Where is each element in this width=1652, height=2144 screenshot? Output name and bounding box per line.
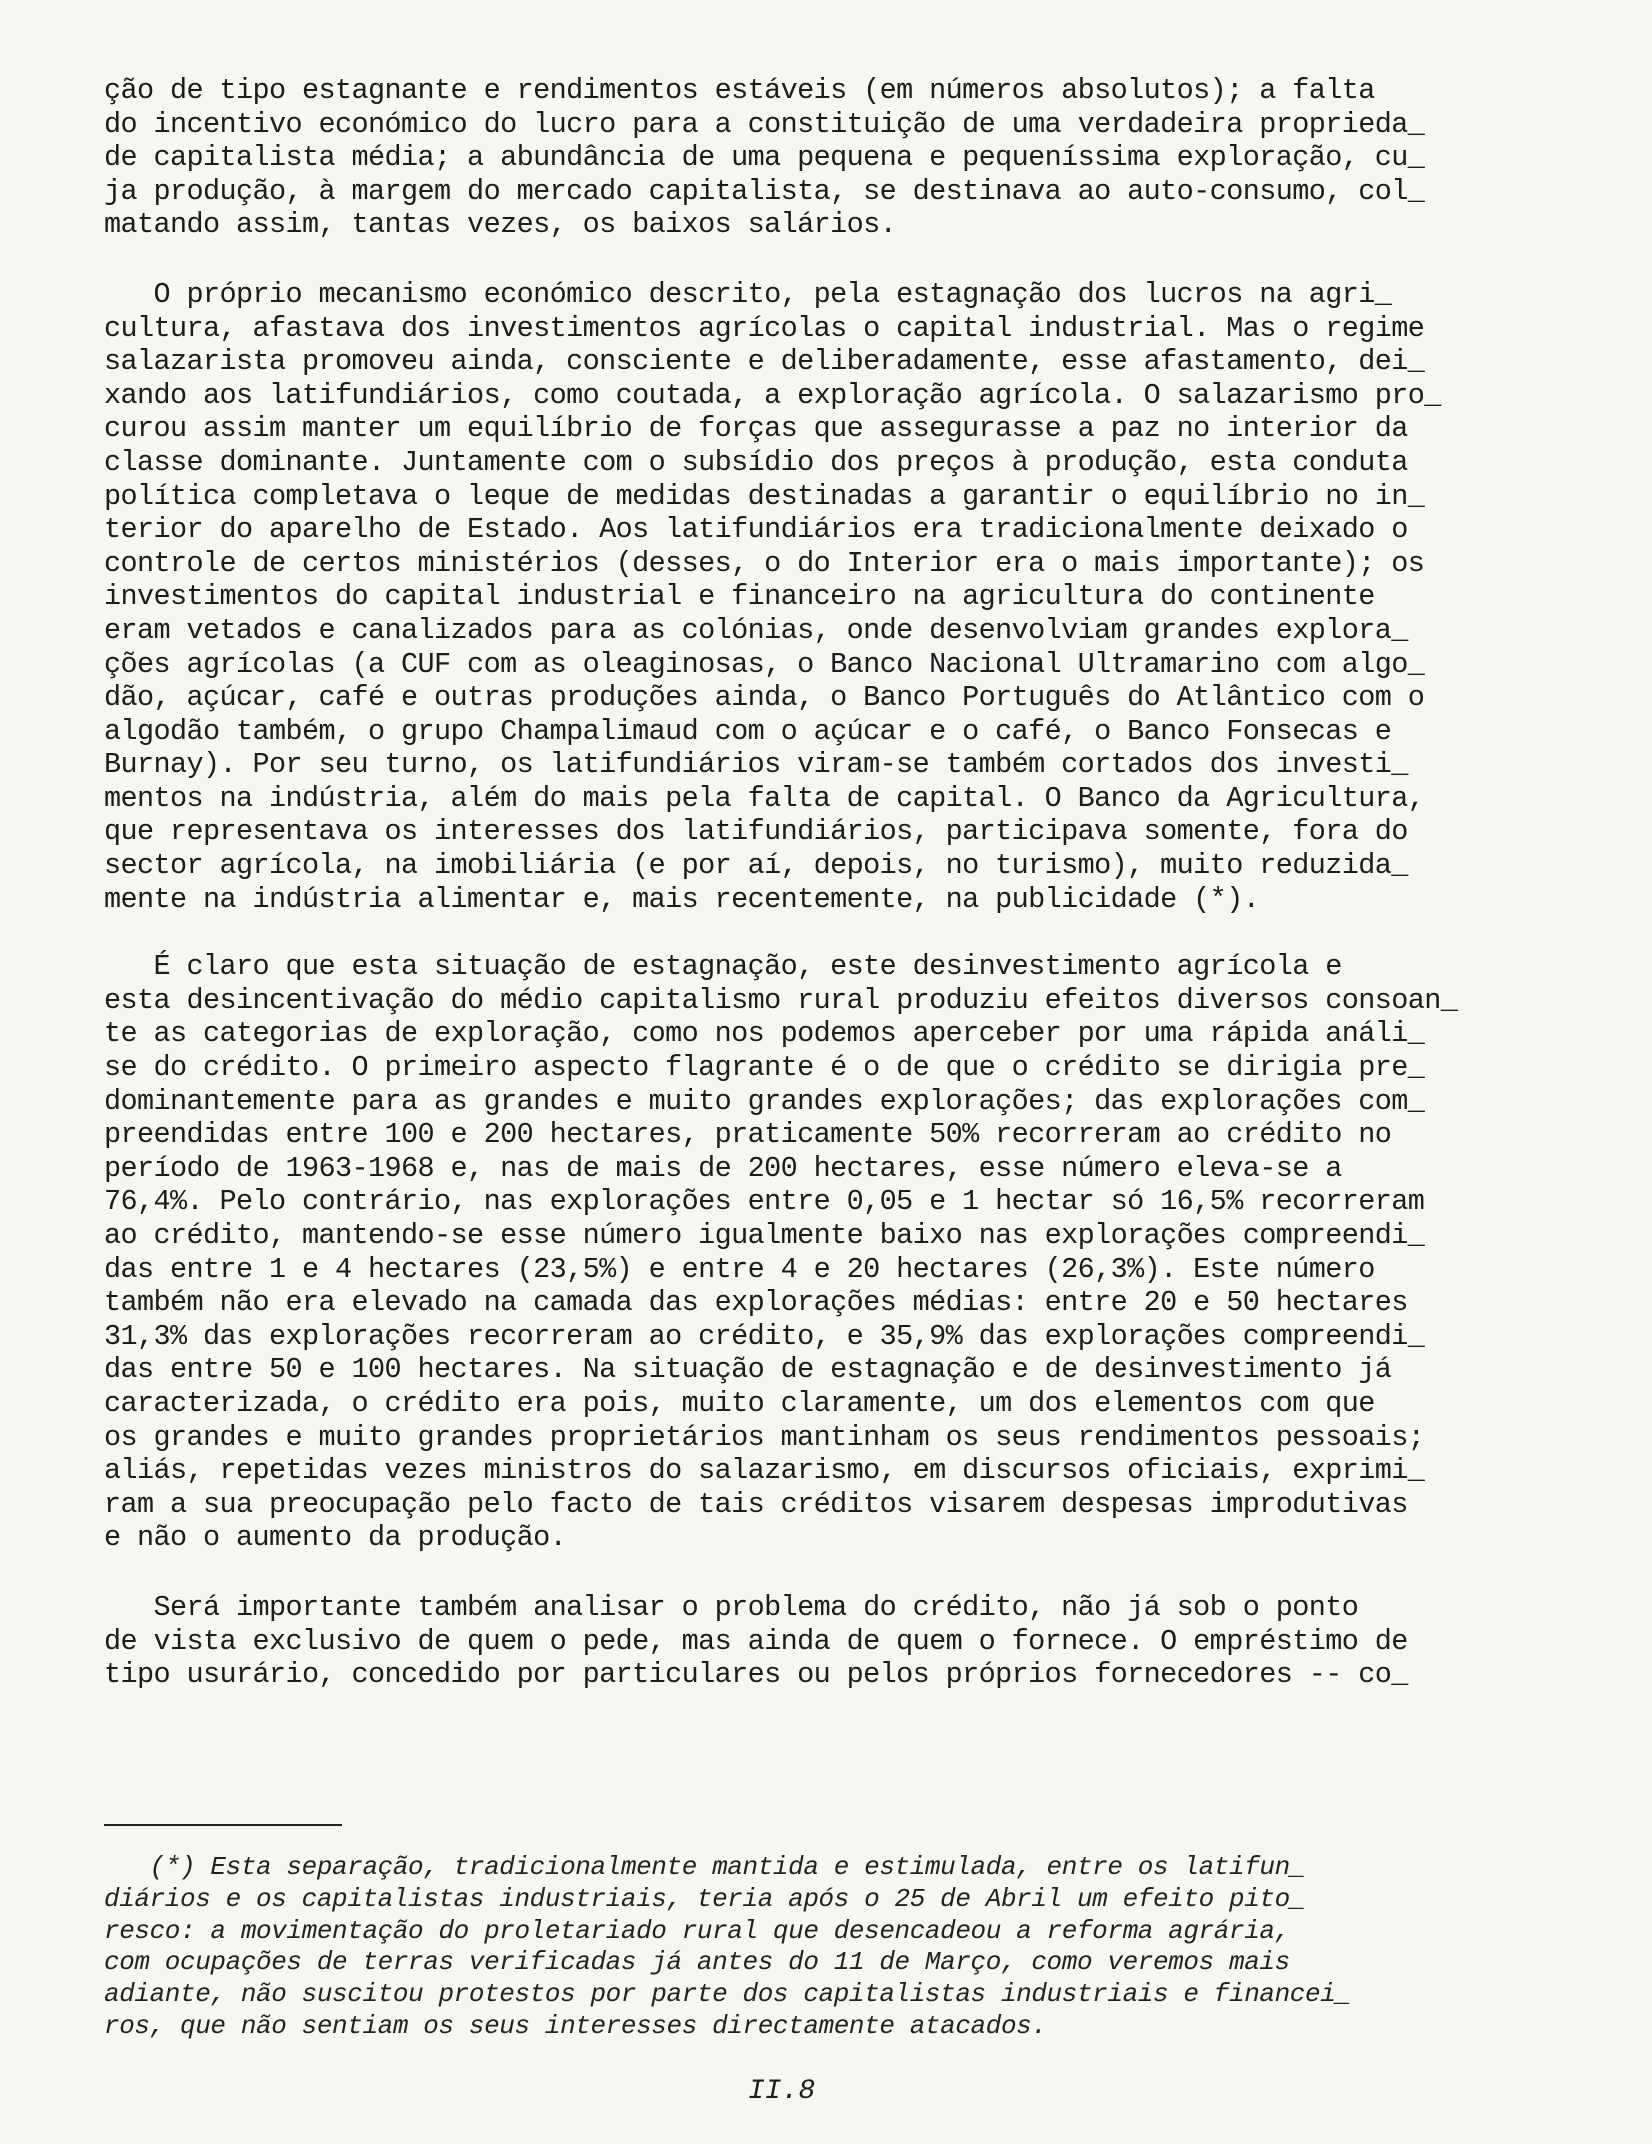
text-line: classe dominante. Juntamente com o subsídio dos preços à produção, esta conduta [104, 445, 1408, 479]
text-line: do incentivo económico do lucro para a constituição de uma verdadeira proprieda_ [104, 107, 1425, 141]
text-line: dominantemente para as grandes e muito grandes explorações; das explorações com_ [104, 1084, 1425, 1118]
text-line: política completava o leque de medidas destinadas a garantir o equilíbrio no in_ [104, 479, 1425, 513]
text-line: te as categorias de exploração, como nos podemos aperceber por uma rápida análi_ [104, 1017, 1425, 1051]
text-line: ção de tipo estagnante e rendimentos estáveis (em números absolutos); a falta [104, 74, 1375, 107]
text-line: curou assim manter um equilíbrio de forças que assegurasse a paz no interior da [104, 412, 1408, 446]
text-line: esta desincentivação do médio capitalismo rural produziu efeitos diversos consoan_ [104, 983, 1458, 1017]
text-line: mente na indústria alimentar e, mais recentemente, na publicidade (*). [104, 882, 1260, 916]
text-line: ja produção, à margem do mercado capitalista, se destinava ao auto-consumo, col_ [104, 174, 1425, 208]
paragraph-1 [104, 74, 1444, 242]
document-body [104, 74, 1458, 1692]
paragraph-4 [104, 1591, 1444, 1692]
text-line: com ocupações de terras verificadas já antes do 11 de Março, como veremos mais [104, 1947, 1290, 1978]
paragraph-gap [104, 1555, 1444, 1591]
paragraph-2 [104, 278, 1444, 916]
text-line: 76,4%. Pelo contrário, nas explorações entre 0,05 e 1 hectar só 16,5% recorreram [104, 1185, 1425, 1219]
text-line: Será importante também analisar o problema do crédito, não já sob o ponto [104, 1590, 1359, 1624]
text-line: caracterizada, o crédito era pois, muito claramente, um dos elementos com que [104, 1386, 1375, 1420]
text-line: adiante, não suscitou protestos por parte dos capitalistas industriais e financei_ [104, 1979, 1351, 2010]
footnote [104, 1852, 1444, 2043]
text-line: ções agrícolas (a CUF com as oleaginosas, o Banco Nacional Ultramarino com algo_ [104, 647, 1425, 681]
text-line: ros, que não sentiam os seus interesses directamente atacados. [104, 2010, 1047, 2041]
text-line: cultura, afastava dos investimentos agrícolas o capital industrial. Mas o regime [104, 311, 1425, 345]
text-line: e não o aumento da produção. [104, 1521, 567, 1555]
text-line: se do crédito. O primeiro aspecto flagrante é o de que o crédito se dirigia pre_ [104, 1051, 1425, 1085]
text-line: matando assim, tantas vezes, os baixos salários. [104, 208, 897, 242]
text-line: das entre 1 e 4 hectares (23,5%) e entre 4 e 20 hectares (26,3%). Este número [104, 1252, 1375, 1286]
text-line: algodão também, o grupo Champalimaud com o açúcar e o café, o Banco Fonsecas e [104, 714, 1392, 748]
text-line: xando aos latifundiários, como coutada, a exploração agrícola. O salazarismo pro_ [104, 378, 1441, 412]
text-line: diários e os capitalistas industriais, teria após o 25 de Abril um efeito pito_ [104, 1883, 1306, 1914]
text-line: É claro que esta situação de estagnação, este desinvestimento agrícola e [104, 950, 1342, 984]
text-line: ao crédito, mantendo-se esse número igualmente baixo nas explorações compreendi_ [104, 1219, 1425, 1252]
text-line: salazarista promoveu ainda, consciente e deliberadamente, esse afastamento, dei_ [104, 345, 1425, 379]
text-line: aliás, repetidas vezes ministros do salazarismo, em discursos oficiais, exprimi_ [104, 1454, 1425, 1488]
paragraph-gap [104, 916, 1444, 950]
text-line: ram a sua preocupação pelo facto de tais créditos visarem despesas improdutivas [104, 1487, 1408, 1521]
text-line: (*) Esta separação, tradicionalmente mantida e estimulada, entre os latifun_ [104, 1852, 1306, 1882]
paragraph-gap [104, 242, 1444, 278]
text-line: período de 1963-1968 e, nas de mais de 200 hectares, esse número eleva-se a [104, 1151, 1342, 1185]
text-line: controle de certos ministérios (desses, o do Interior era o mais importante); os [104, 546, 1425, 580]
page-number: II.8 [748, 2076, 816, 2107]
text-line: 31,3% das explorações recorreram ao crédito, e 35,9% das explorações compreendi_ [104, 1319, 1425, 1353]
text-line: que representava os interesses dos latifundiários, participava somente, fora do [104, 815, 1408, 849]
text-line: também não era elevado na camada das explorações médias: entre 20 e 50 hectares [104, 1286, 1408, 1320]
text-line: O próprio mecanismo económico descrito, pela estagnação dos lucros na agri_ [104, 277, 1392, 311]
text-line: sector agrícola, na imobiliária (e por aí, depois, no turismo), muito reduzida_ [104, 849, 1408, 883]
text-line: Burnay). Por seu turno, os latifundiários viram-se também cortados dos investi_ [104, 748, 1408, 782]
text-line: preendidas entre 100 e 200 hectares, praticamente 50% recorreram ao crédito no [104, 1118, 1392, 1152]
text-line: eram vetados e canalizados para as colónias, onde desenvolviam grandes explora_ [104, 613, 1408, 647]
text-line: dão, açúcar, café e outras produções ainda, o Banco Português do Atlântico com o [104, 681, 1425, 715]
text-line: os grandes e muito grandes proprietários mantinham os seus rendimentos pessoais; [104, 1420, 1425, 1454]
paragraph-3 [104, 950, 1458, 1555]
text-line: resco: a movimentação do proletariado rural que desencadeou a reforma agrária, [104, 1915, 1290, 1946]
text-line: tipo usurário, concedido por particulares ou pelos próprios fornecedores -- co_ [104, 1658, 1408, 1692]
text-line: terior do aparelho de Estado. Aos latifundiários era tradicionalmente deixado o [104, 513, 1408, 547]
text-line: de capitalista média; a abundância de uma pequena e pequeníssima exploração, cu_ [104, 141, 1425, 175]
text-line: das entre 50 e 100 hectares. Na situação de estagnação e de desinvestimento já [104, 1353, 1392, 1387]
text-line: mentos na indústria, além do mais pela falta de capital. O Banco da Agricultura, [104, 781, 1425, 815]
text-line: de vista exclusivo de quem o pede, mas ainda de quem o fornece. O empréstimo de [104, 1624, 1408, 1658]
footnote-separator [104, 1824, 342, 1826]
text-line: investimentos do capital industrial e financeiro na agricultura do continente [104, 580, 1375, 614]
